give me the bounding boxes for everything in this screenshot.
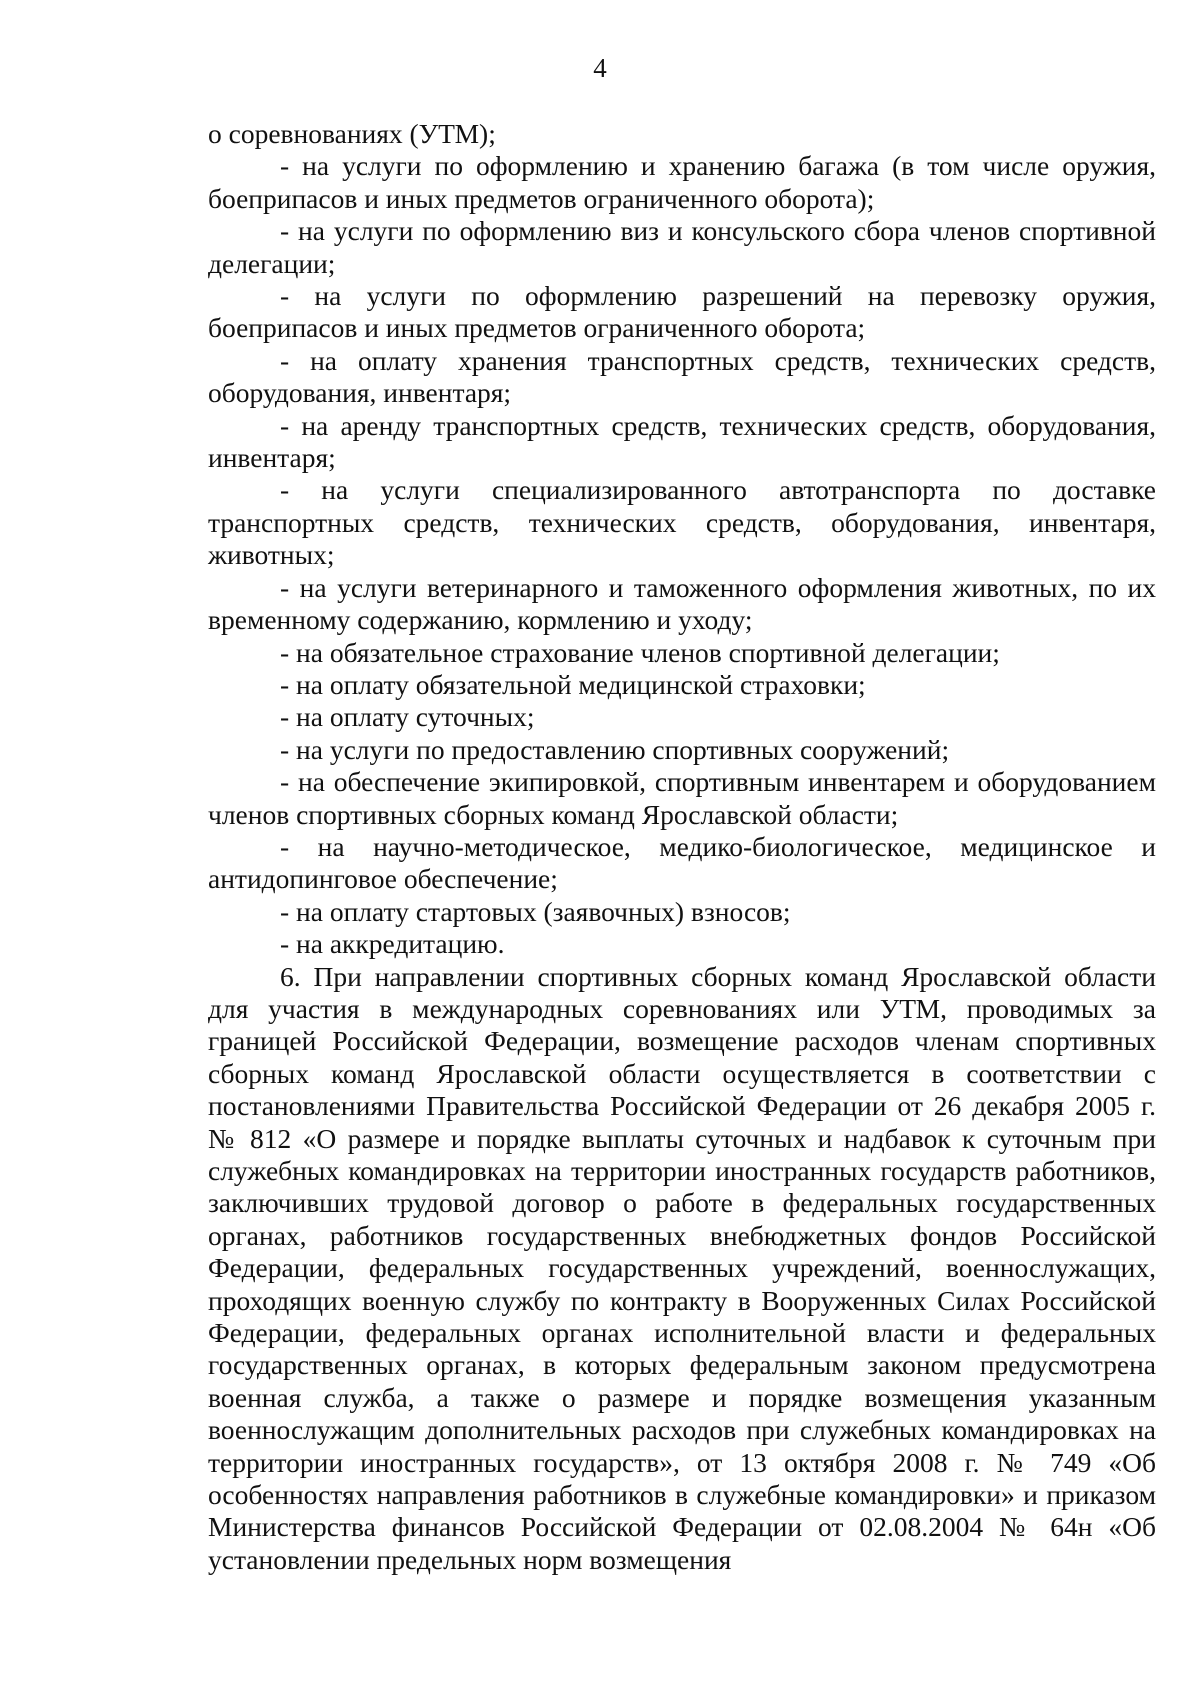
list-item-baggage: - на услуги по оформлению и хранению багажа (в том числе оружия, боеприпасов и иных предметов ограниченного оборота); — [208, 150, 1156, 214]
list-item-weapon-permits: - на услуги по оформлению разрешений на перевозку оружия, боеприпасов и иных предметов ограниченного оборота; — [208, 280, 1156, 344]
document-body — [208, 118, 1156, 1576]
list-item-accreditation: - на аккредитацию. — [280, 928, 505, 960]
list-item-insurance: - на обязательное страхование членов спортивной делегации; — [280, 636, 1000, 668]
list-item-visas: - на услуги по оформлению виз и консульского сбора членов спортивной делегации; — [208, 215, 1156, 279]
paragraph-section-6: 6. При направлении спортивных сборных команд Ярославской области для участия в международных соревнованиях или УТМ, проводимых за границей Российской Федерации, возмещение расходов членам спортивных сборных команд Ярославской области осуществляется в соответствии с постановлениями Правительства Российской Федерации от 26 декабря 2005 г. № 812 «О размере и порядке выплаты суточных и надбавок к суточным при служебных командировках на территории иностранных государств работников, заключивших трудовой договор о работе в федеральных государственных органах, работников государственных внебюджетных фондов Российской Федерации, федеральных государственных учреждений, военнослужащих, проходящих военную службу по контракту в Вооруженных Силах Российской Федерации, федеральных органах исполнительной власти и федеральных государственных органах, в которых федеральным законом предусмотрена военная служба, а также о размере и порядке возмещения указанным военнослужащим дополнительных расходов при служебных командировках на территории иностранных государств», от 13 октября 2008 г. № 749 «Об особенностях направления работников в служебные командировки» и приказом Министерства финансов Российской Федерации от 02.08.2004 № 64н «Об установлении предельных норм возмещения — [208, 960, 1156, 1575]
list-item-medical-insurance: - на оплату обязательной медицинской страховки; — [280, 668, 866, 700]
list-item-rent: - на аренду транспортных средств, технических средств, оборудования, инвентаря; — [208, 409, 1156, 474]
list-item-special-transport: - на услуги специализированного автотранспорта по доставке транспортных средств, технических средств, оборудования, инвентаря, животных; — [208, 474, 1156, 571]
list-item-storage: - на оплату хранения транспортных средств, технических средств, оборудования, инвентаря; — [208, 344, 1156, 409]
list-item-sports-facilities: - на услуги по предоставлению спортивных сооружений; — [280, 733, 950, 765]
page-number: 4 — [593, 53, 607, 83]
list-item-veterinary: - на услуги ветеринарного и таможенного оформления животных, по их временному содержанию, кормлению и уходу; — [208, 571, 1156, 636]
list-item-entry-fees: - на оплату стартовых (заявочных) взносов; — [280, 895, 791, 927]
list-item-daily-allowance: - на оплату суточных; — [280, 701, 535, 733]
list-item-medical-support: - на научно-методическое, медико-биологическое, медицинское и антидопинговое обеспечение; — [208, 830, 1156, 895]
list-item-equipment: - на обеспечение экипировкой, спортивным инвентарем и оборудованием членов спортивных сборных команд Ярославской области; — [208, 766, 1156, 830]
paragraph-continuation: о соревнованиях (УТМ); — [208, 118, 496, 149]
